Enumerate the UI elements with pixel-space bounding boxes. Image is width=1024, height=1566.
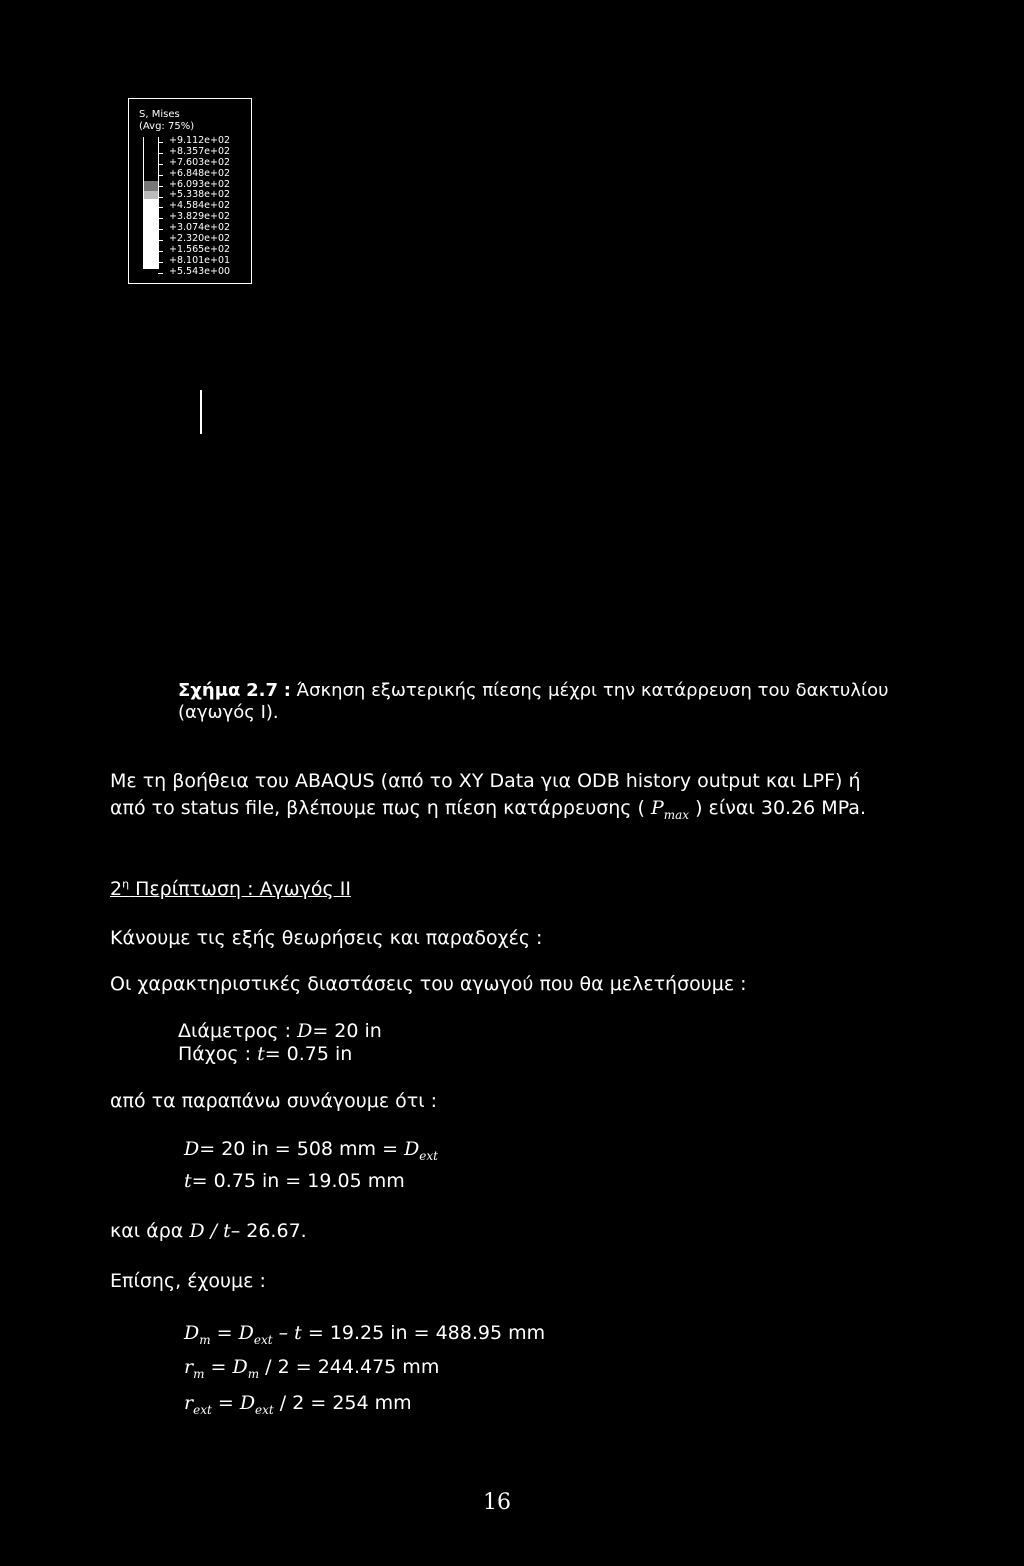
legend-bar-segment: [144, 199, 158, 269]
equation-diameter: [184, 1138, 438, 1163]
formula-subscript: m: [199, 1332, 211, 1347]
conclusion-text: από τα παραπάνω συνάγουμε ότι :: [110, 1090, 438, 1112]
eq-symbol: t: [184, 1170, 192, 1192]
case-title: Περίπτωση : Αγωγός ΙΙ: [135, 878, 351, 901]
paragraph-text: από το status file, βλέπουμε πως η πίεση κατάρρευσης (: [110, 797, 645, 819]
ratio-label: και άρα: [110, 1220, 184, 1242]
caption-separator: :: [283, 680, 291, 701]
also-text: Επίσης, έχουμε :: [110, 1270, 266, 1292]
case-superscript: η: [122, 878, 130, 891]
case-heading: [110, 878, 351, 900]
formula-operator: =: [217, 1392, 234, 1414]
formula-subscript: ext: [253, 1332, 273, 1347]
ratio-line: [110, 1220, 307, 1242]
legend-value: +3.829e+02: [169, 211, 231, 223]
eq-subscript: ext: [419, 1148, 438, 1163]
formula-value: = 19.25 in = 488.95 mm: [307, 1322, 546, 1344]
thickness-value: = 0.75 in: [264, 1043, 353, 1065]
caption-number: 2.7: [246, 680, 278, 701]
contour-legend: [128, 98, 252, 284]
diameter-symbol: D: [297, 1020, 313, 1042]
case-number: 2: [110, 878, 123, 901]
legend-title: S, Mises: [139, 109, 180, 120]
page-number: 16: [483, 1490, 511, 1515]
formula-symbol: D: [239, 1392, 256, 1414]
legend-tick: [158, 240, 163, 241]
formula-subscript: m: [247, 1366, 260, 1381]
legend-value: +1.565e+02: [169, 243, 231, 255]
legend-tick: [158, 251, 163, 252]
legend-value: +3.074e+02: [169, 222, 231, 234]
paragraph-text: ) είναι 30.26 MPa.: [695, 797, 866, 819]
formula-rext: [184, 1392, 412, 1417]
legend-tick: [158, 229, 163, 230]
formula-symbol: D: [232, 1356, 248, 1378]
formula-operator: =: [216, 1322, 233, 1344]
legend-tick: [158, 197, 163, 198]
formula-symbol: t: [294, 1322, 302, 1344]
legend-value: +8.357e+02: [169, 145, 231, 157]
legend-tick: [158, 262, 163, 263]
eq-text: = 20 in = 508 mm =: [199, 1138, 399, 1160]
thickness-symbol: t: [257, 1043, 265, 1065]
legend-bar-segment: [144, 181, 158, 191]
formula-value: / 2 = 254 mm: [279, 1392, 412, 1414]
legend-tick: [158, 186, 163, 187]
assumptions-text: Κάνουμε τις εξής θεωρήσεις και παραδοχές :: [110, 927, 543, 949]
dimensions-intro: Οι χαρακτηριστικές διαστάσεις του αγωγού που θα μελετήσουμε :: [110, 973, 747, 995]
formula-symbol: D: [184, 1322, 200, 1344]
pmax-symbol: P: [650, 797, 664, 819]
legend-value: +5.338e+02: [169, 189, 231, 201]
figure-caption: [178, 680, 889, 701]
legend-value: +2.320e+02: [169, 233, 231, 245]
diameter-line: [178, 1020, 382, 1042]
paragraph-line: Με τη βοήθεια του ABAQUS (από το XY Data για ODB history output και LPF) ή: [110, 770, 861, 792]
legend-value: +9.112e+02: [169, 135, 231, 146]
diameter-value: = 20 in: [312, 1020, 382, 1042]
formula-subscript: ext: [193, 1402, 212, 1417]
legend-tick: [158, 142, 163, 143]
legend-values: [169, 136, 230, 278]
diameter-label: Διάμετρος :: [178, 1020, 292, 1042]
eq-symbol: D: [404, 1138, 420, 1160]
caption-label: Σχήμα: [178, 680, 241, 701]
legend-tick: [158, 153, 163, 154]
legend-tick: [158, 175, 163, 176]
thickness-line: [178, 1043, 352, 1065]
figure-vertical-line: [200, 390, 202, 434]
legend-tick: [158, 207, 163, 208]
legend-tick: [158, 273, 163, 274]
eq-symbol: D: [184, 1138, 200, 1160]
equation-thickness: [184, 1170, 405, 1192]
legend-value: +4.584e+02: [169, 200, 231, 212]
caption-line2: (αγωγός Ι).: [178, 702, 279, 723]
formula-operator: =: [210, 1356, 227, 1378]
formula-value: / 2 = 244.475 mm: [265, 1356, 440, 1378]
formula-subscript: ext: [255, 1402, 274, 1417]
formula-symbol: r: [184, 1356, 194, 1378]
eq-text: = 0.75 in = 19.05 mm: [191, 1170, 405, 1192]
formula-dm: [184, 1322, 545, 1347]
formula-symbol: D: [238, 1322, 254, 1344]
legend-color-bar: [143, 137, 159, 269]
legend-bar-segment: [144, 137, 158, 181]
legend-value: +6.848e+02: [169, 167, 231, 179]
legend-value: +8.101e+01: [169, 254, 231, 266]
legend-value: +5.543e+00: [169, 265, 231, 277]
thickness-label: Πάχος :: [178, 1043, 252, 1065]
legend-tick: [158, 164, 163, 165]
pmax-subscript: max: [663, 807, 690, 822]
legend-bar-segment: [144, 191, 158, 199]
ratio-value: – 26.67.: [230, 1220, 307, 1242]
ratio-symbol: D / t: [189, 1220, 231, 1242]
legend-value: +6.093e+02: [169, 178, 231, 190]
legend-value: +7.603e+02: [169, 156, 231, 168]
caption-text: Άσκηση εξωτερικής πίεσης μέχρι την κατάρρευση του δακτυλίου: [296, 680, 889, 701]
formula-subscript: m: [193, 1366, 205, 1381]
formula-symbol: r: [184, 1392, 194, 1414]
formula-operator: –: [278, 1322, 289, 1344]
legend-tick: [158, 218, 163, 219]
formula-rm: [184, 1356, 439, 1381]
paragraph-line: [110, 797, 866, 822]
legend-averaging: (Avg: 75%): [139, 121, 195, 132]
